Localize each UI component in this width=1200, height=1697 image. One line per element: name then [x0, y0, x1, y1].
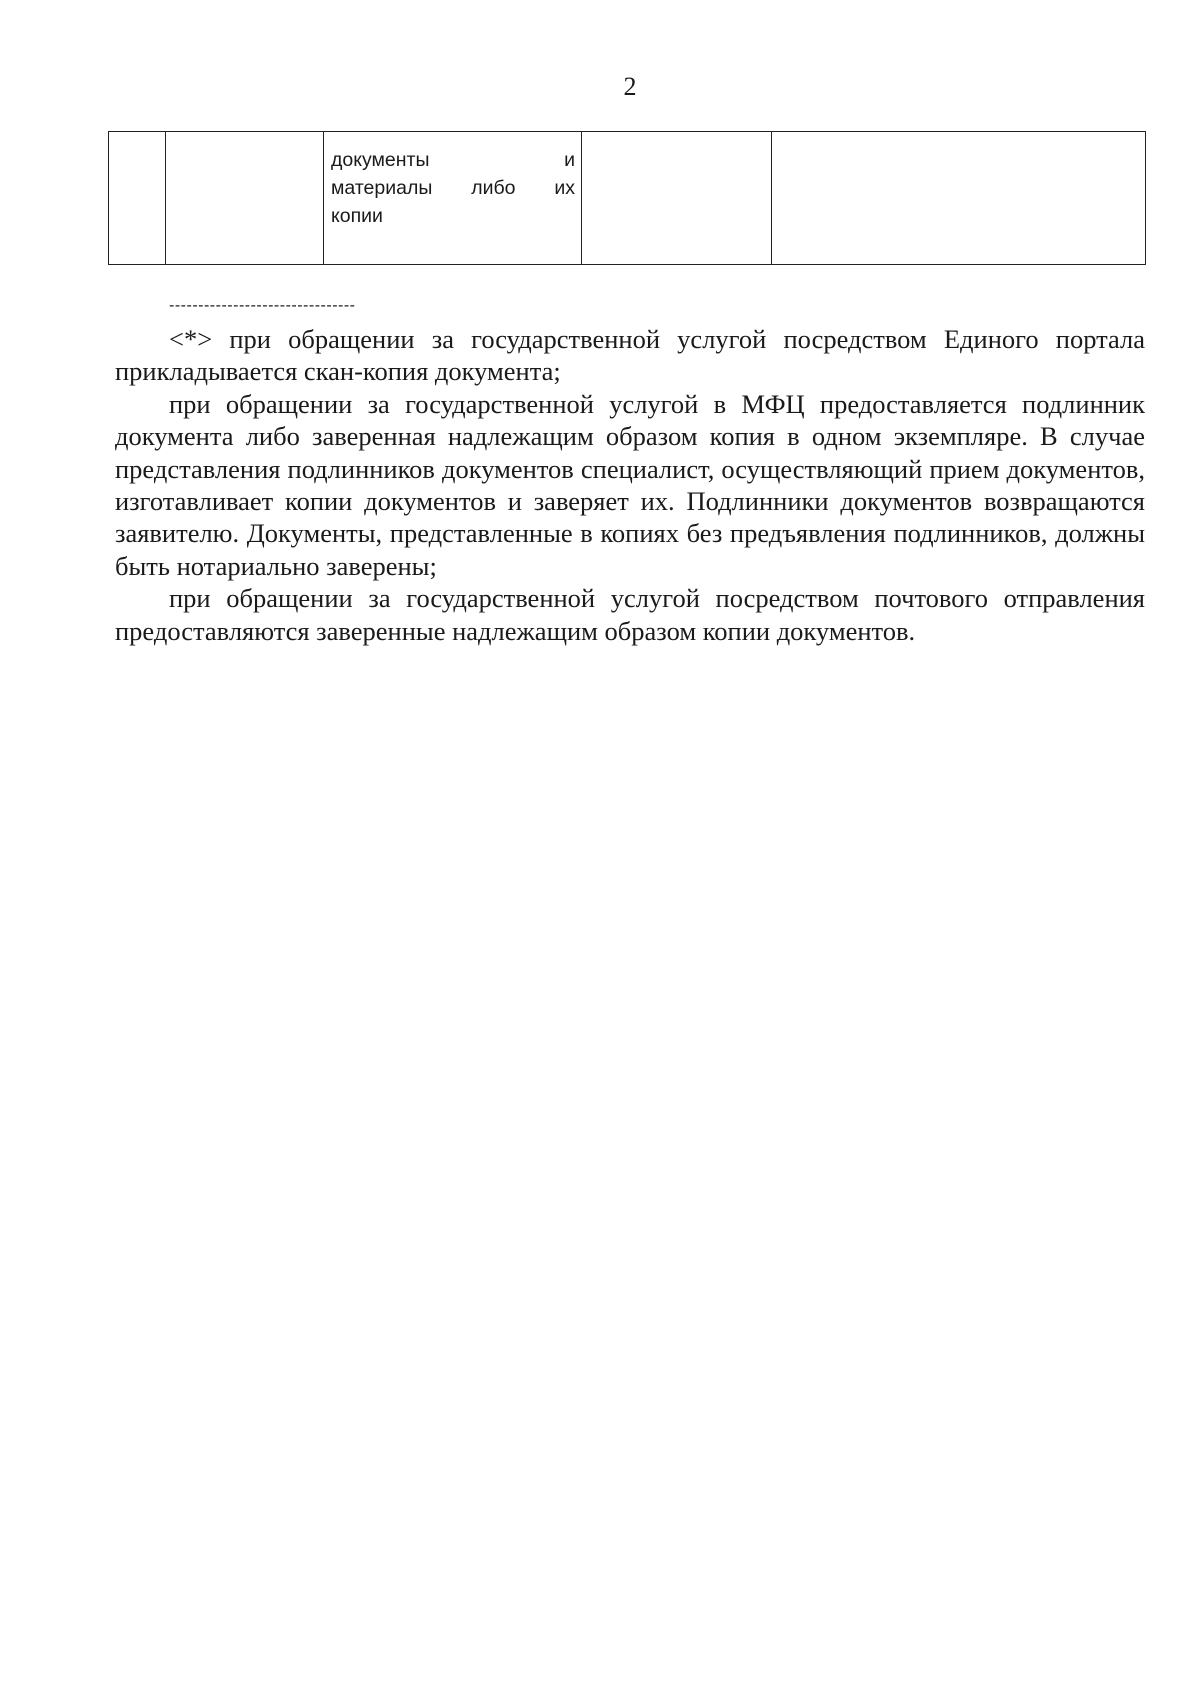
- footnote-paragraph: при обращении за государственной услугой посредством почтового отправления предоставляются заверенные надлежащим образом копии документов.: [115, 583, 1145, 646]
- table-cell-line: копии: [331, 205, 383, 227]
- table-cell-documents: [324, 132, 582, 265]
- documents-table: [108, 131, 1146, 265]
- footnote-paragraph: <*> при обращении за государственной услугой посредством Единого портала прикладывается скан-копия документа;: [115, 324, 1145, 387]
- table-row: [109, 132, 1146, 265]
- table-cell-line: документы и: [331, 149, 575, 171]
- table-cell-empty: [772, 132, 1146, 265]
- table-cell-empty: [582, 132, 772, 265]
- page-number: 2: [623, 72, 637, 101]
- table-cell-number: [109, 132, 166, 265]
- footnote-separator: --------------------------------: [169, 297, 356, 314]
- table-cell-text: [324, 132, 581, 230]
- footnote-paragraph: при обращении за государственной услугой в МФЦ предоставляется подлинник документа либо заверенная надлежащим образом копия в одном экземпляре. В случае представления подлинников документов специалист, осуществляющий прием документов, изготавливает копии документов и заверяет их. Подлинники документов возвращаются заявителю. Документы, представленные в копиях без предъявления подлинников, должны быть нотариально заверены;: [115, 388, 1145, 581]
- footnotes: [115, 323, 1145, 647]
- table-cell-name: [166, 132, 324, 265]
- table-cell-line: материалы либо их: [331, 177, 575, 199]
